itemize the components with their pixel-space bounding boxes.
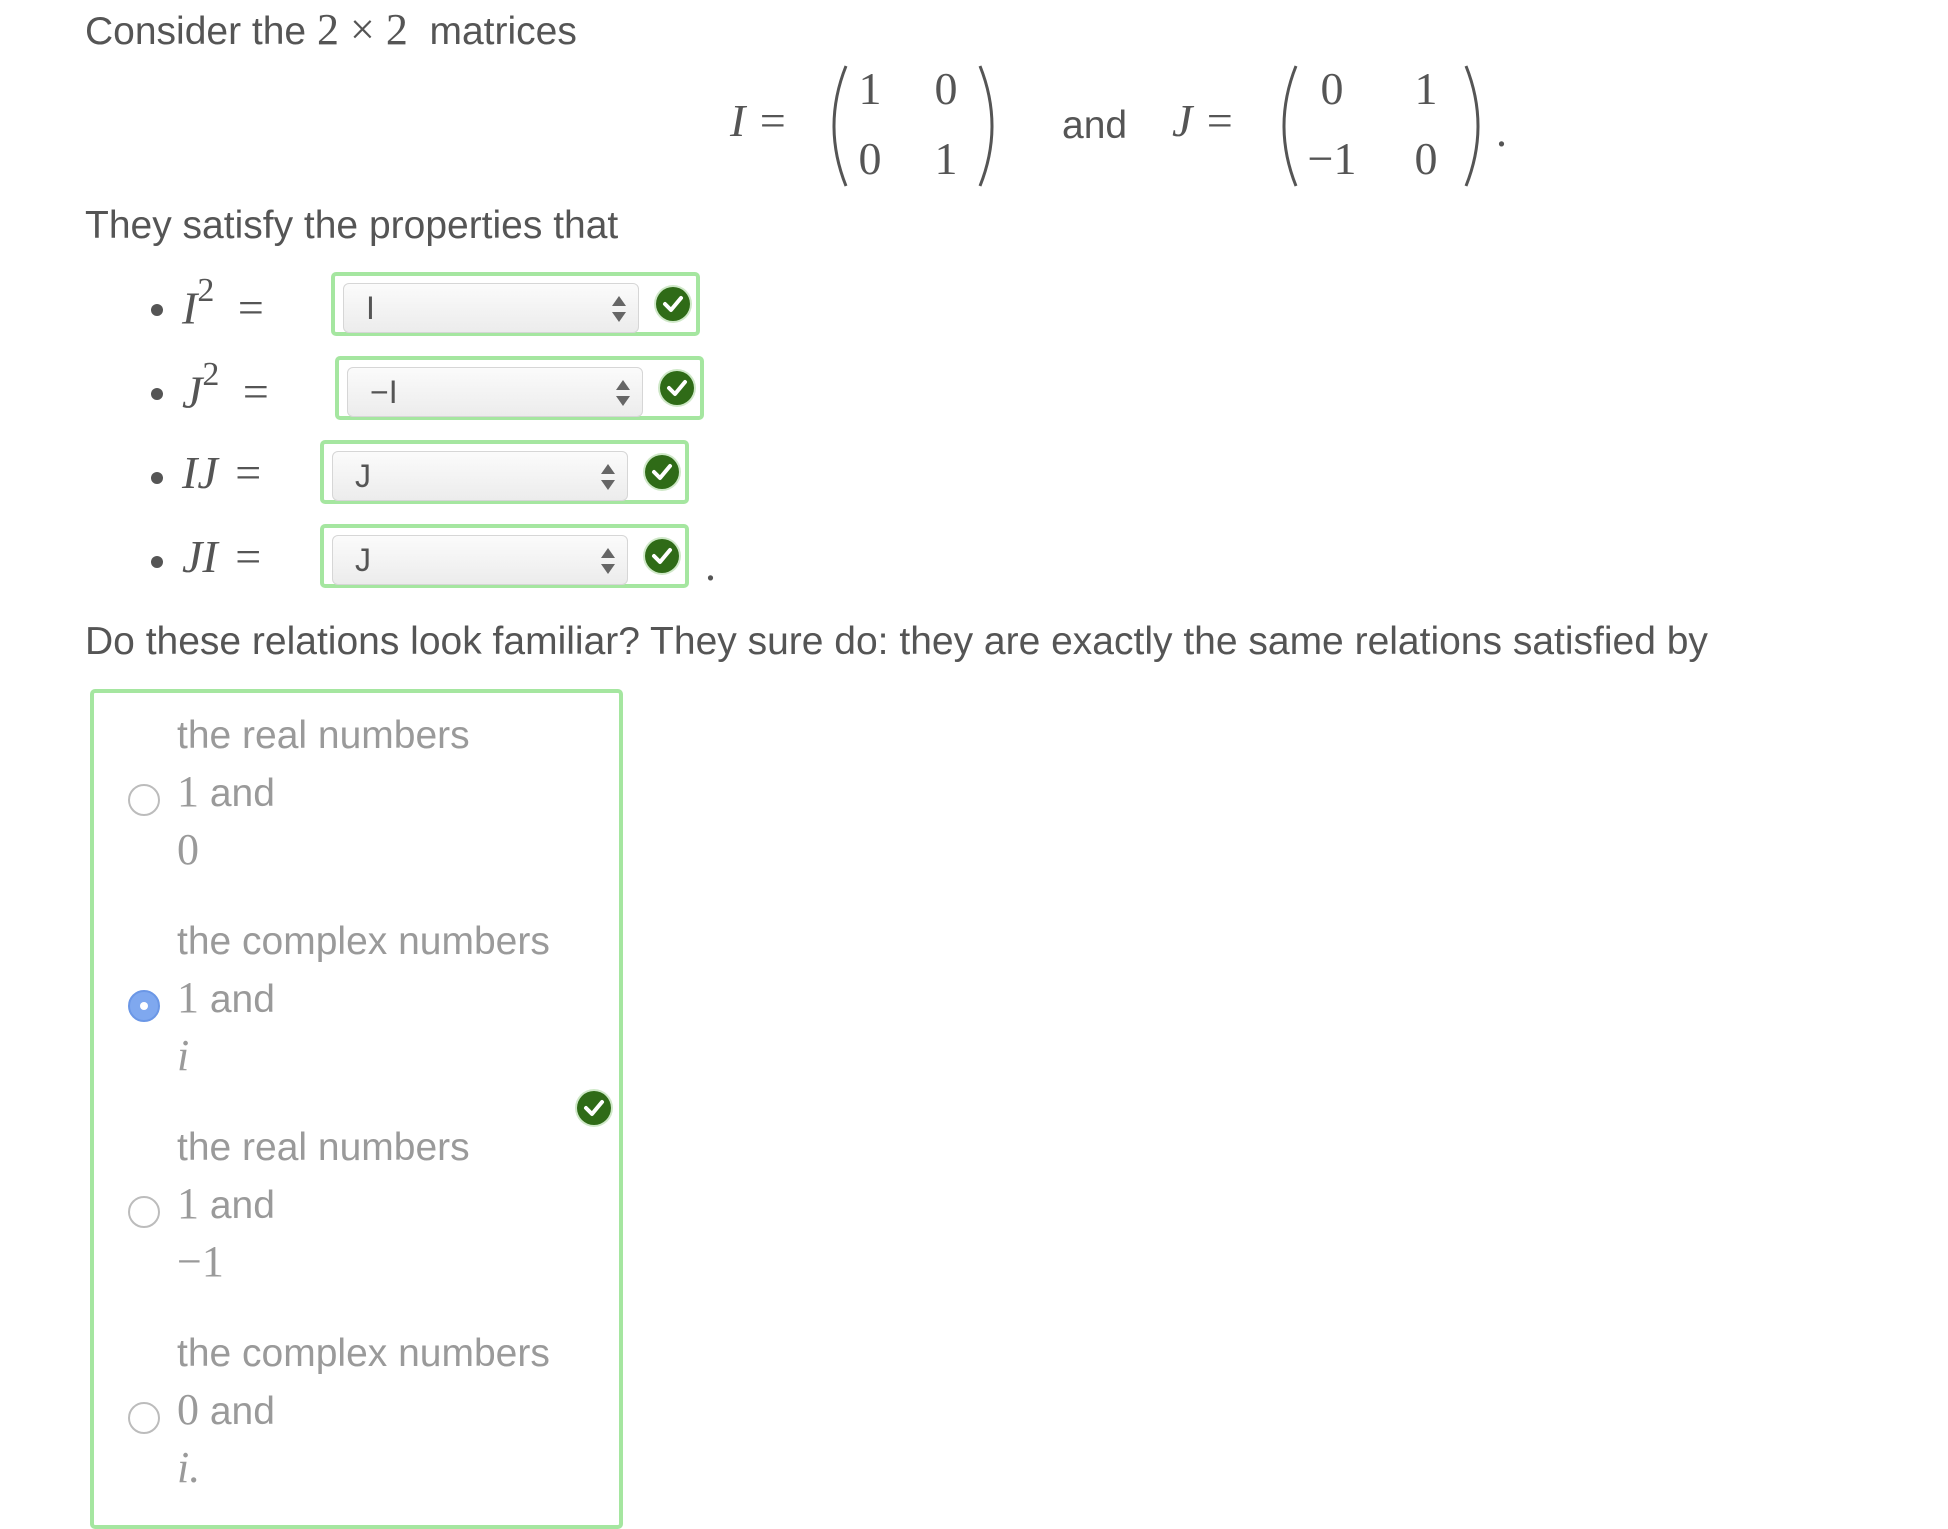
- selected-value: J: [355, 542, 371, 578]
- answer-select-j-squared[interactable]: [347, 367, 643, 417]
- option-4-label[interactable]: [177, 1326, 550, 1496]
- relation-lhs: [182, 446, 261, 499]
- select-arrows-icon: [599, 546, 617, 576]
- option-text: the complex numbers: [177, 1332, 550, 1375]
- option-number: i: [177, 1031, 190, 1080]
- intro-prefix: Consider the: [85, 10, 307, 53]
- dim-a: 2: [316, 5, 339, 54]
- matrix-j-cell: 0: [1414, 133, 1438, 184]
- option-number: i.: [177, 1443, 201, 1492]
- radio-option-4[interactable]: [128, 1402, 160, 1434]
- answer-field-ji: [320, 524, 689, 588]
- option-text: the complex numbers: [177, 920, 550, 963]
- intro-line: [85, 4, 577, 55]
- bullet: [151, 304, 163, 316]
- matrix-j-cell: 1: [1414, 63, 1438, 114]
- selected-value: I: [366, 290, 375, 326]
- matrix-j-cell: 0: [1320, 63, 1344, 114]
- option-1-label[interactable]: [177, 708, 470, 878]
- relation-lhs: [182, 530, 261, 583]
- relation-lhs-exponent: 2: [197, 272, 215, 309]
- relation-lhs: [182, 356, 269, 418]
- answer-select-i-squared[interactable]: [343, 283, 639, 333]
- equals-sign: =: [235, 531, 262, 582]
- option-and: and: [209, 978, 275, 1021]
- bullet: [151, 388, 163, 400]
- correct-check-icon: [577, 1091, 611, 1125]
- properties-lead: They satisfy the properties that: [85, 204, 619, 247]
- matrix-i-right-paren: [976, 64, 1006, 188]
- select-arrows-icon: [610, 294, 628, 324]
- selected-value: −I: [370, 374, 398, 410]
- select-arrows-icon: [614, 378, 632, 408]
- matrix-j-right-paren: [1462, 64, 1492, 188]
- answer-field-ij: [320, 440, 689, 504]
- relation-lhs-base: I: [182, 282, 198, 334]
- option-and: and: [209, 1184, 275, 1227]
- option-2-label[interactable]: [177, 914, 550, 1084]
- equals-sign: =: [235, 447, 262, 498]
- dim-b: 2: [385, 5, 408, 54]
- question-text: Do these relations look familiar? They sure do: they are exactly the same relations satisfied by: [85, 620, 1708, 663]
- option-and: and: [209, 1390, 275, 1433]
- matrix-i-cell: 1: [934, 133, 958, 184]
- answer-field-j-squared: [335, 356, 704, 420]
- radio-option-1[interactable]: [128, 784, 160, 816]
- relation-lhs: [182, 272, 264, 334]
- option-and: and: [209, 772, 275, 815]
- answer-select-ij[interactable]: [332, 451, 628, 501]
- answer-select-ji[interactable]: [332, 535, 628, 585]
- option-number: −1: [177, 1237, 224, 1286]
- matrix-i-label: I =: [730, 95, 788, 146]
- correct-check-icon: [645, 539, 679, 573]
- bullet: [151, 472, 163, 484]
- correct-check-icon: [660, 371, 694, 405]
- intro-suffix: matrices: [429, 10, 577, 53]
- matrix-i-cell: 0: [858, 133, 882, 184]
- option-text: the real numbers: [177, 714, 470, 757]
- relation-lhs-base: J: [182, 366, 203, 418]
- relation-lhs-exponent: 2: [202, 356, 220, 393]
- matrix-j-label: J =: [1172, 95, 1235, 146]
- relations-period: .: [705, 541, 716, 590]
- matrix-i-cell: 1: [858, 63, 882, 114]
- equals-sign: =: [237, 282, 264, 334]
- matrix-j-cell: −1: [1307, 133, 1357, 184]
- radio-option-2[interactable]: [128, 990, 160, 1022]
- matrices-period: .: [1496, 107, 1507, 156]
- equals-sign: =: [242, 366, 269, 418]
- option-number: 0: [177, 825, 199, 874]
- radio-option-3[interactable]: [128, 1196, 160, 1228]
- relation-lhs-base: JI: [182, 531, 218, 582]
- bullet: [151, 556, 163, 568]
- option-number: 1: [177, 973, 199, 1022]
- times-sign: ×: [349, 5, 375, 54]
- option-text: the real numbers: [177, 1126, 470, 1169]
- option-number: 1: [177, 1179, 199, 1228]
- option-number: 1: [177, 767, 199, 816]
- relation-lhs-base: IJ: [182, 447, 218, 498]
- option-3-label[interactable]: [177, 1120, 470, 1290]
- option-number: 0: [177, 1385, 199, 1434]
- answer-field-i-squared: [331, 272, 700, 336]
- matrices-and: and: [1062, 104, 1128, 147]
- correct-check-icon: [656, 287, 690, 321]
- matrix-i-cell: 0: [934, 63, 958, 114]
- select-arrows-icon: [599, 462, 617, 492]
- selected-value: J: [355, 458, 371, 494]
- intro-dimension: [317, 5, 408, 54]
- correct-check-icon: [645, 455, 679, 489]
